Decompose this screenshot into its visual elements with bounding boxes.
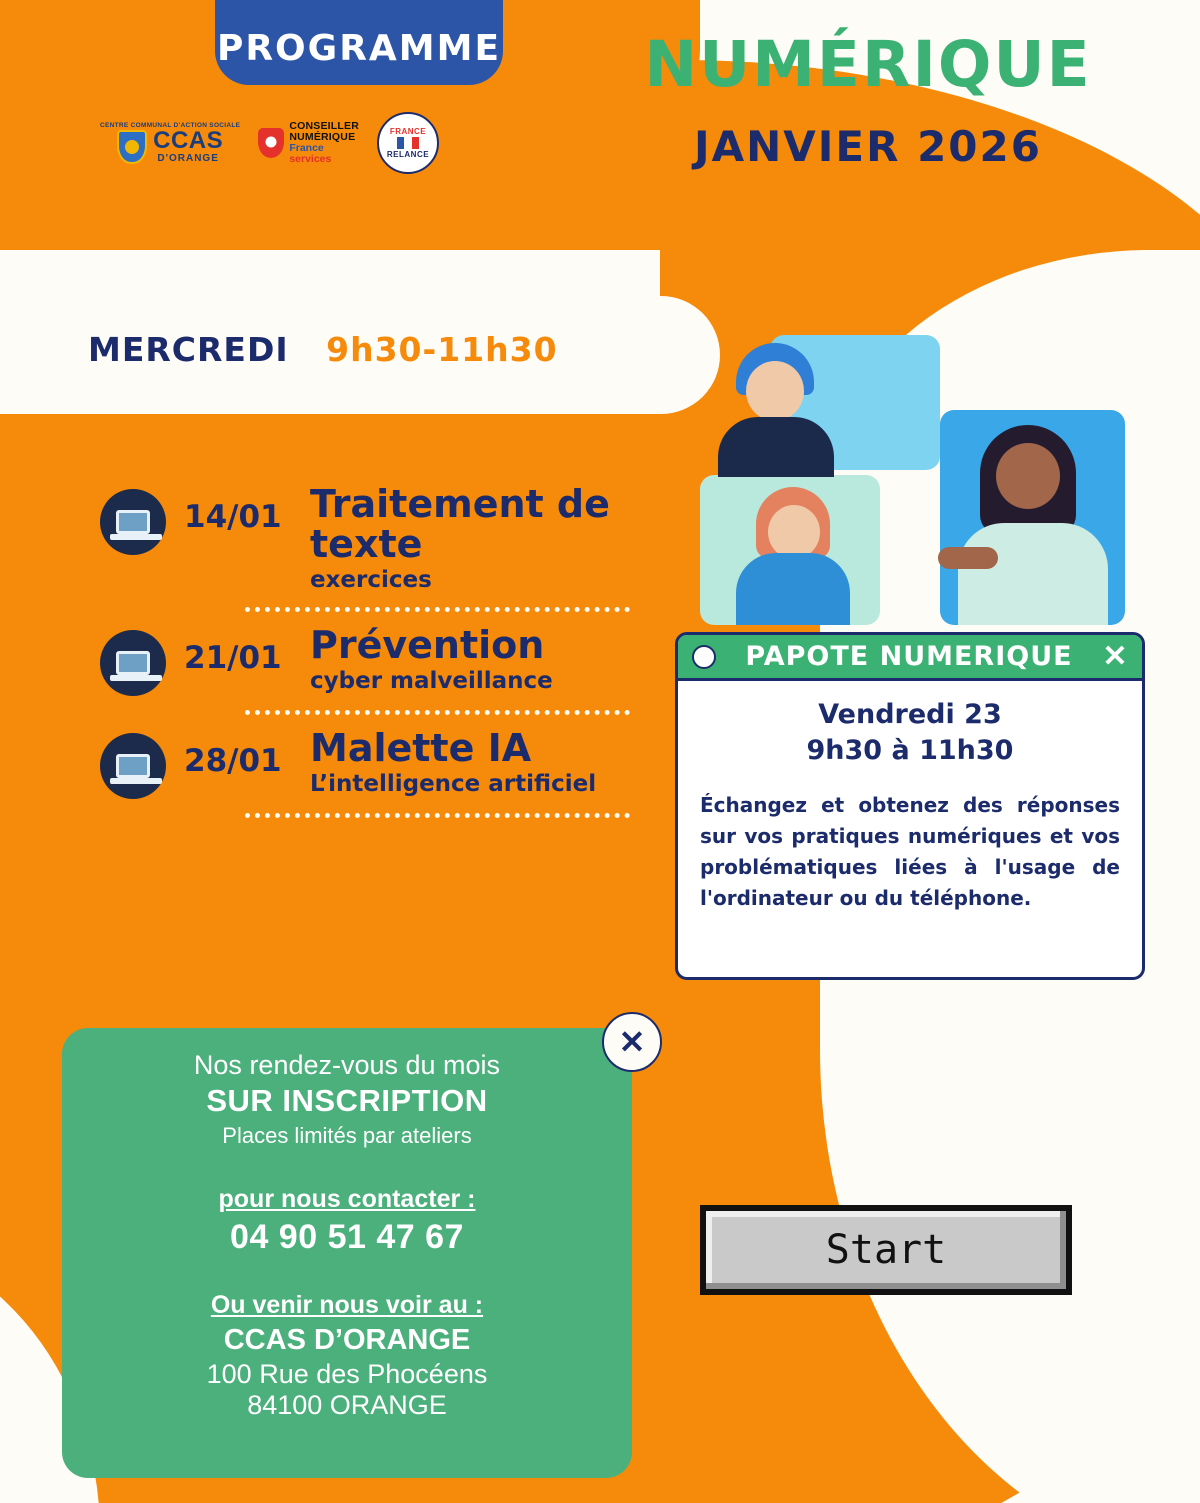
- ccas-logo-name: CCAS: [153, 127, 224, 155]
- papote-titlebar: [678, 635, 1142, 681]
- session-subtitle: exercices: [310, 566, 432, 593]
- contact-label: pour nous contacter :: [218, 1185, 476, 1213]
- ccas-logo-toptext: CENTRE COMMUNAL D'ACTION SOCIALE: [100, 122, 241, 129]
- start-button-label: Start: [825, 1227, 947, 1273]
- papote-description: Échangez et obtenez des réponses sur vos pratiques numériques et vos problématiques liées à l'usage de l'ordinateur ou du téléphone.: [700, 792, 1120, 910]
- location-pin-icon: [258, 128, 284, 158]
- divider: [245, 710, 630, 715]
- contact-card-line2: SUR INSCRIPTION: [206, 1083, 488, 1118]
- programme-tab: [215, 0, 503, 85]
- person-1-face: [746, 361, 804, 421]
- papote-when: [678, 697, 1142, 770]
- session-title: Malette IA: [310, 725, 532, 770]
- french-flag-icon: [397, 137, 419, 149]
- ccas-logo: [100, 122, 240, 164]
- papote-window-title: PAPOTE NUMERIQUE: [745, 641, 1073, 672]
- session-subtitle: cyber malveillance: [310, 667, 553, 694]
- papote-when-line1: Vendredi 23: [818, 699, 1002, 730]
- window-dot-icon: [692, 645, 716, 669]
- person-1-body: [718, 417, 834, 477]
- papote-window: [675, 632, 1145, 980]
- cn-line2: NUMÉRIQUE: [289, 130, 356, 143]
- cn-line3: France: [289, 142, 324, 154]
- close-icon[interactable]: ✕: [1102, 639, 1128, 673]
- address-street: 100 Rue des Phocéens: [206, 1359, 488, 1389]
- conseiller-numerique-logo: [258, 121, 359, 165]
- phone-number[interactable]: 04 90 51 47 67: [230, 1218, 464, 1256]
- list-item: [100, 725, 680, 799]
- session-date: 21/01: [184, 639, 282, 676]
- contact-card-line1: Nos rendez-vous du mois: [193, 1050, 501, 1080]
- person-2-arm: [938, 547, 998, 569]
- contact-card: [62, 1024, 646, 1478]
- session-date: 14/01: [184, 499, 282, 535]
- papote-when-line2: 9h30 à 11h30: [806, 735, 1014, 767]
- cn-line4: services: [289, 153, 332, 166]
- laptop-icon: [100, 630, 166, 696]
- france-relance-logo: [377, 112, 439, 174]
- address-city: 84100 ORANGE: [247, 1390, 447, 1420]
- logo-row: [100, 112, 439, 174]
- people-illustration: [690, 335, 1110, 635]
- ccas-logo-sub: D'ORANGE: [157, 152, 219, 164]
- person-2-body: [958, 523, 1108, 625]
- hours-label: 9h30-11h30: [326, 330, 558, 369]
- laptop-icon: [100, 489, 166, 555]
- person-3-body: [736, 553, 850, 625]
- shield-icon: [117, 130, 147, 164]
- list-item: [100, 622, 680, 696]
- person-3-face: [768, 505, 820, 559]
- start-button-area: [700, 1205, 1072, 1295]
- close-icon[interactable]: ✕: [602, 1012, 662, 1072]
- visit-label: Ou venir nous voir au :: [210, 1291, 484, 1319]
- session-subtitle: L’intelligence artificiel: [310, 770, 597, 797]
- programme-label: PROGRAMME: [216, 28, 502, 69]
- cn-line1: CONSEILLER: [289, 119, 359, 132]
- divider: [245, 813, 630, 818]
- org-name: CCAS D’ORANGE: [223, 1324, 471, 1356]
- start-button[interactable]: [700, 1205, 1072, 1295]
- session-list: [100, 482, 680, 832]
- france-relance-bottom: RELANCE: [386, 150, 430, 159]
- france-relance-top: FRANCE: [389, 127, 427, 136]
- person-2-face: [996, 443, 1060, 509]
- list-item: [100, 482, 680, 593]
- session-title: Traitement de texte: [310, 482, 610, 566]
- contact-card-line3: Places limités par ateliers: [222, 1123, 472, 1148]
- session-title: Prévention: [310, 622, 545, 667]
- divider: [245, 607, 630, 612]
- session-date: 28/01: [184, 742, 282, 779]
- day-strip: [88, 330, 558, 369]
- day-label: MERCREDI: [88, 330, 289, 369]
- laptop-icon: [100, 733, 166, 799]
- page-title: NUMÉRIQUE: [644, 28, 1092, 101]
- page-subtitle-month: JANVIER 2026: [694, 122, 1042, 171]
